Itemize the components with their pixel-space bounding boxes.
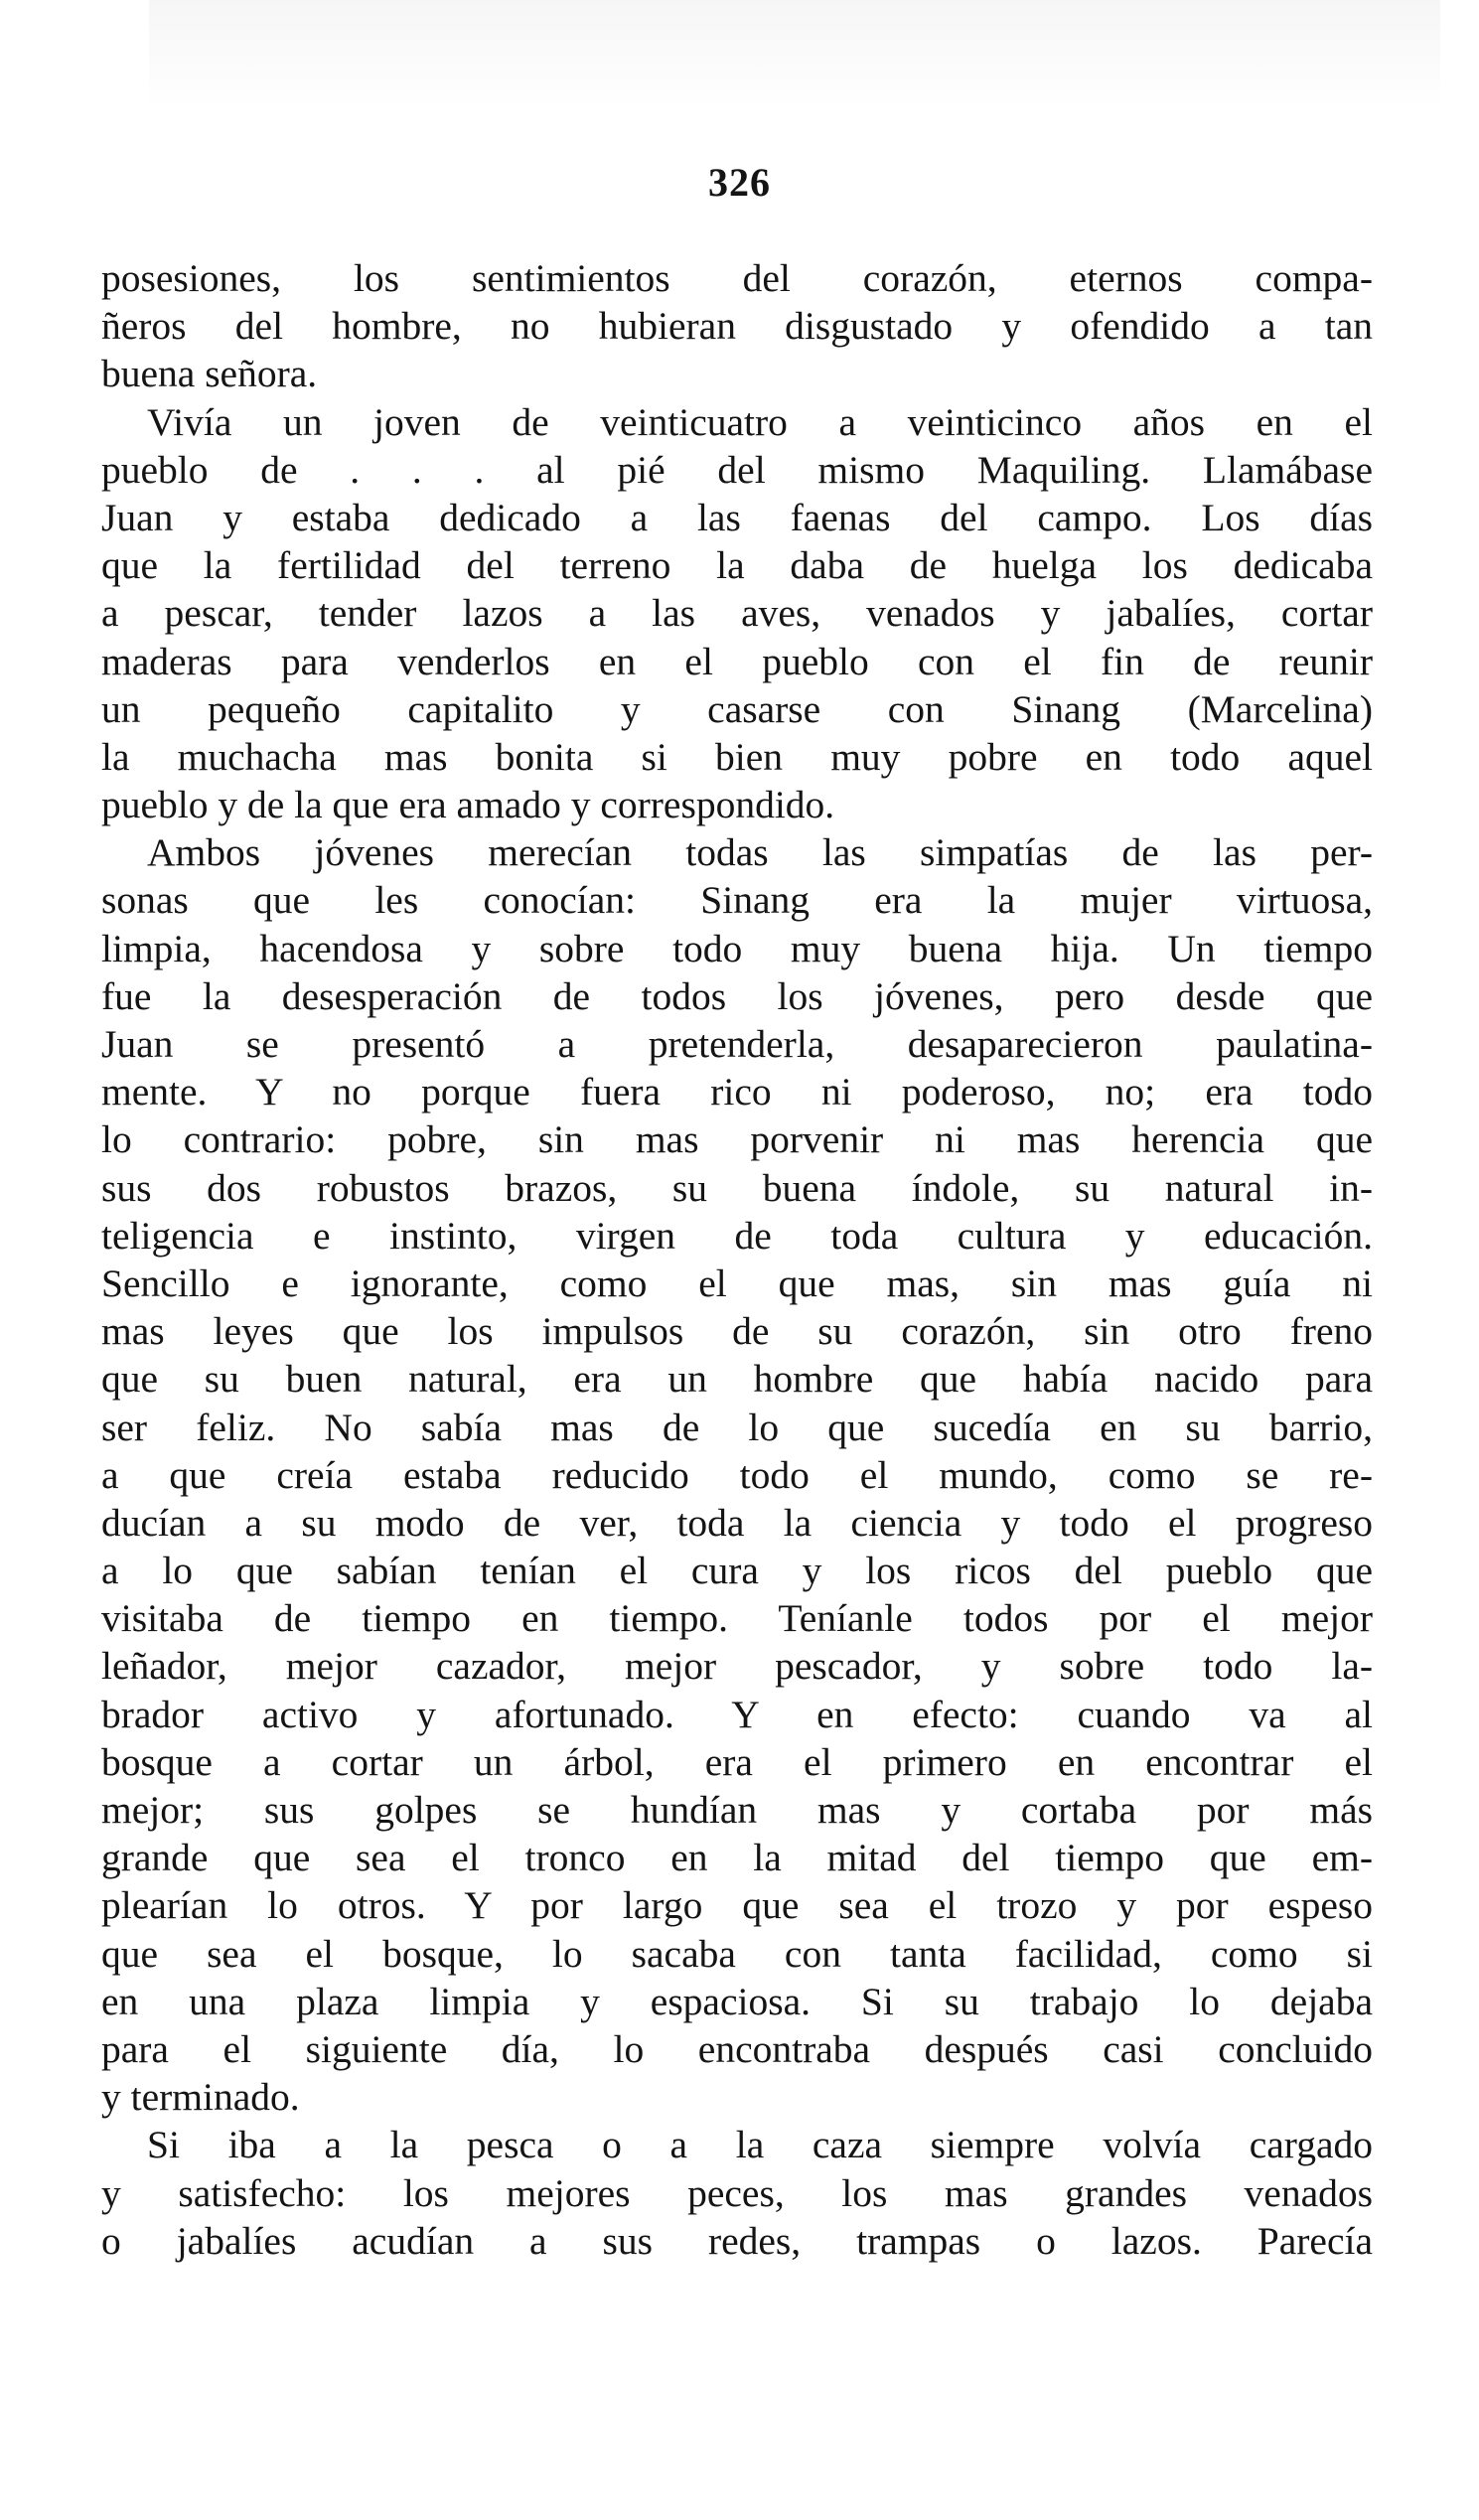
text-line: brador activo y afortunado. Y en efecto: cuando va al: [101, 1692, 1373, 1736]
text-line: Vivía un joven de veinticuatro a veinticinco años en el: [147, 399, 1373, 444]
text-line: limpia, hacendosa y sobre todo muy buena hija. Un tiempo: [101, 926, 1373, 970]
text-line: mejor; sus golpes se hundían mas y cortaba por más: [101, 1788, 1373, 1832]
text-line: Sencillo e ignorante, como el que mas, sin mas guía ni: [101, 1260, 1373, 1305]
text-line: en una plaza limpia y espaciosa. Si su trabajo lo dejaba: [101, 1979, 1373, 2023]
text-line: ser feliz. No sabía mas de lo que sucedía en su barrio,: [101, 1405, 1373, 1449]
text-line: que la fertilidad del terreno la daba de huelga los dedicaba: [101, 543, 1373, 588]
text-line: posesiones, los sentimientos del corazón, eternos compa-: [101, 256, 1373, 300]
scan-noise: [149, 0, 1440, 109]
page-number: 326: [708, 160, 771, 205]
text-line: un pequeño capitalito y casarse con Sinang (Marcelina): [101, 686, 1373, 731]
text-line: ducían a su modo de ver, toda la ciencia y todo el progreso: [101, 1500, 1373, 1545]
text-line: mas leyes que los impulsos de su corazón, sin otro freno: [101, 1309, 1373, 1354]
text-line: leñador, mejor cazador, mejor pescador, y sobre todo la-: [101, 1644, 1373, 1689]
text-line: sonas que les conocían: Sinang era la mujer virtuosa,: [101, 878, 1373, 923]
text-line: a lo que sabían tenían el cura y los ricos del pueblo que: [101, 1549, 1373, 1593]
text-line: la muchacha mas bonita si bien muy pobre en todo aquel: [101, 734, 1373, 779]
text-line: o jabalíes acudían a sus redes, trampas o lazos. Parecía: [101, 2218, 1373, 2263]
text-line: a pescar, tender lazos a las aves, venados y jabalíes, cortar: [101, 591, 1373, 636]
text-line: mente. Y no porque fuera rico ni poderoso, no; era todo: [101, 1070, 1373, 1114]
text-line: Juan y estaba dedicado a las faenas del campo. Los días: [101, 495, 1373, 539]
text-line: Ambos jóvenes merecían todas las simpatías de las per-: [147, 830, 1373, 875]
text-line: pueblo y de la que era amado y correspondido.: [101, 783, 835, 827]
text-line: que sea el bosque, lo sacaba con tanta facilidad, como si: [101, 1931, 1373, 1976]
text-line: sus dos robustos brazos, su buena índole, su natural in-: [101, 1165, 1373, 1210]
text-line: pueblo de . . . al pié del mismo Maquiling. Llamábase: [101, 447, 1373, 492]
text-line: teligencia e instinto, virgen de toda cultura y educación.: [101, 1213, 1373, 1258]
text-line: fue la desesperación de todos los jóvenes, pero desde que: [101, 973, 1373, 1018]
text-line: para el siguiente día, lo encontraba después casi concluido: [101, 2026, 1373, 2071]
text-line: buena señora.: [101, 352, 318, 396]
text-line: maderas para venderlos en el pueblo con el fin de reunir: [101, 639, 1373, 683]
text-line: bosque a cortar un árbol, era el primero en encontrar el: [101, 1739, 1373, 1784]
text-line: Si iba a la pesca o a la caza siempre volvía cargado: [147, 2123, 1373, 2167]
text-line: y satisfecho: los mejores peces, los mas grandes venados: [101, 2170, 1373, 2215]
text-line: visitaba de tiempo en tiempo. Teníanle todos por el mejor: [101, 1596, 1373, 1641]
text-line: y terminado.: [101, 2075, 300, 2120]
text-line: Juan se presentó a pretenderla, desaparecieron paulatina-: [101, 1022, 1373, 1066]
text-line: lo contrario: pobre, sin mas porvenir ni mas herencia que: [101, 1117, 1373, 1162]
text-line: que su buen natural, era un hombre que había nacido para: [101, 1357, 1373, 1402]
text-line: a que creía estaba reducido todo el mundo, como se re-: [101, 1452, 1373, 1497]
text-line: grande que sea el tronco en la mitad del tiempo que em-: [101, 1836, 1373, 1880]
body-text: [101, 254, 1373, 2265]
text-line: ñeros del hombre, no hubieran disgustado y ofendido a tan: [101, 304, 1373, 349]
text-line: plearían lo otros. Y por largo que sea el trozo y por espeso: [101, 1883, 1373, 1928]
